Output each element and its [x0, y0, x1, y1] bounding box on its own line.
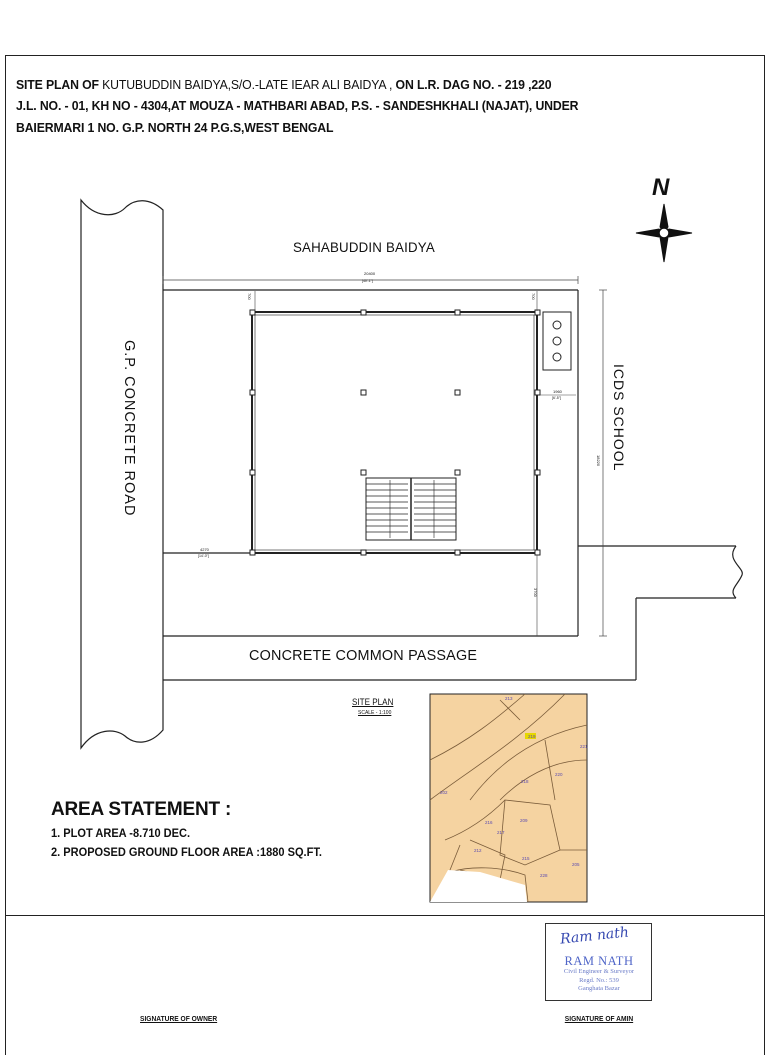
building-outline — [252, 312, 537, 553]
boundary-north-label: SAHABUDDIN BAIDYA — [293, 239, 435, 255]
title-line-2: J.L. NO. - 01, KH NO - 4304,AT MOUZA - MATHBARI ABAD, P.S. - SANDESHKHALI (NAJAT), UNDER — [16, 98, 579, 113]
map-plot-label: 213 — [505, 696, 513, 701]
owner-signature-label: SIGNATURE OF OWNER — [140, 1016, 218, 1023]
stamp-name: RAM NATH — [564, 954, 634, 968]
map-plot-label: 218 — [521, 779, 529, 784]
site-plan-title: SITE PLAN — [352, 697, 394, 707]
dimension-west-value: 4270 — [200, 547, 209, 552]
title-owner: KUTUBUDDIN BAIDYA,S/O.-LATE IEAR ALI BAIDYA , — [102, 77, 396, 92]
title-dag: ON L.R. DAG NO. - 219 ,220 — [395, 77, 552, 92]
dimension-north-gap-left: 700 — [247, 293, 252, 300]
dimension-south-gap: 3700 — [533, 588, 538, 597]
site-plan-scale: SCALE - 1:100 — [358, 710, 392, 716]
dimension-depth-value: 18220 — [596, 455, 601, 467]
map-plot-label: 209 — [520, 818, 528, 823]
map-plot-label: 205 — [572, 862, 580, 867]
dimension-north-gap-right: 700 — [531, 293, 536, 300]
area-statement-heading: AREA STATEMENT : — [51, 799, 232, 820]
north-label: N — [652, 174, 670, 201]
stamp-line: Ganghata Bazar — [578, 985, 620, 992]
map-plot-label: 221 — [580, 744, 588, 749]
plot-boundary — [163, 290, 742, 680]
area-statement-item: 2. PROPOSED GROUND FLOOR AREA :1880 SQ.FT. — [51, 845, 322, 859]
amin-stamp — [545, 923, 652, 1001]
boundary-south-label: CONCRETE COMMON PASSAGE — [249, 647, 478, 664]
boundary-west-label: G.P. CONCRETE ROAD — [121, 340, 137, 517]
map-plot-label: 216 — [485, 820, 493, 825]
amin-signature-label: SIGNATURE OF AMIN — [564, 1016, 634, 1023]
dimension-top-value: 20400 — [364, 271, 376, 276]
dimension-east-value: 1960 — [553, 389, 562, 394]
mouza-map — [430, 694, 588, 902]
compass-star-icon — [636, 204, 692, 262]
handwritten-signature: Ram nath — [559, 924, 630, 948]
dimension-west-sub: [14'-0"] — [198, 554, 209, 558]
map-plot-label: 220 — [555, 772, 563, 777]
columns — [250, 310, 540, 555]
map-plot-label: 219 — [528, 734, 536, 739]
map-plot-label: 212 — [474, 848, 482, 853]
map-plot-label: 228 — [540, 873, 548, 878]
title-line-3: BAIERMARI 1 NO. G.P. NORTH 24 P.G.S,WEST BENGAL — [16, 120, 334, 135]
setback-ticks — [255, 291, 576, 636]
stamp-line: Civil Engineer & Surveyor — [563, 968, 635, 975]
boundary-east-label: ICDS SCHOOL — [611, 364, 627, 472]
staircase — [366, 478, 456, 540]
dimension-top-sub: [40'-1"] — [362, 279, 373, 283]
dimension-east-sub: [6'-5"] — [552, 396, 561, 400]
map-plot-label: 202 — [440, 790, 448, 795]
title-prefix: SITE PLAN OF — [16, 77, 103, 92]
map-plot-label: 215 — [522, 856, 530, 861]
area-statement-item: 1. PLOT AREA -8.710 DEC. — [51, 826, 191, 840]
map-plot-label: 217 — [497, 830, 505, 835]
stamp-line: Regd. No.: 539 — [579, 977, 619, 984]
septic-tank-icon — [543, 312, 571, 370]
